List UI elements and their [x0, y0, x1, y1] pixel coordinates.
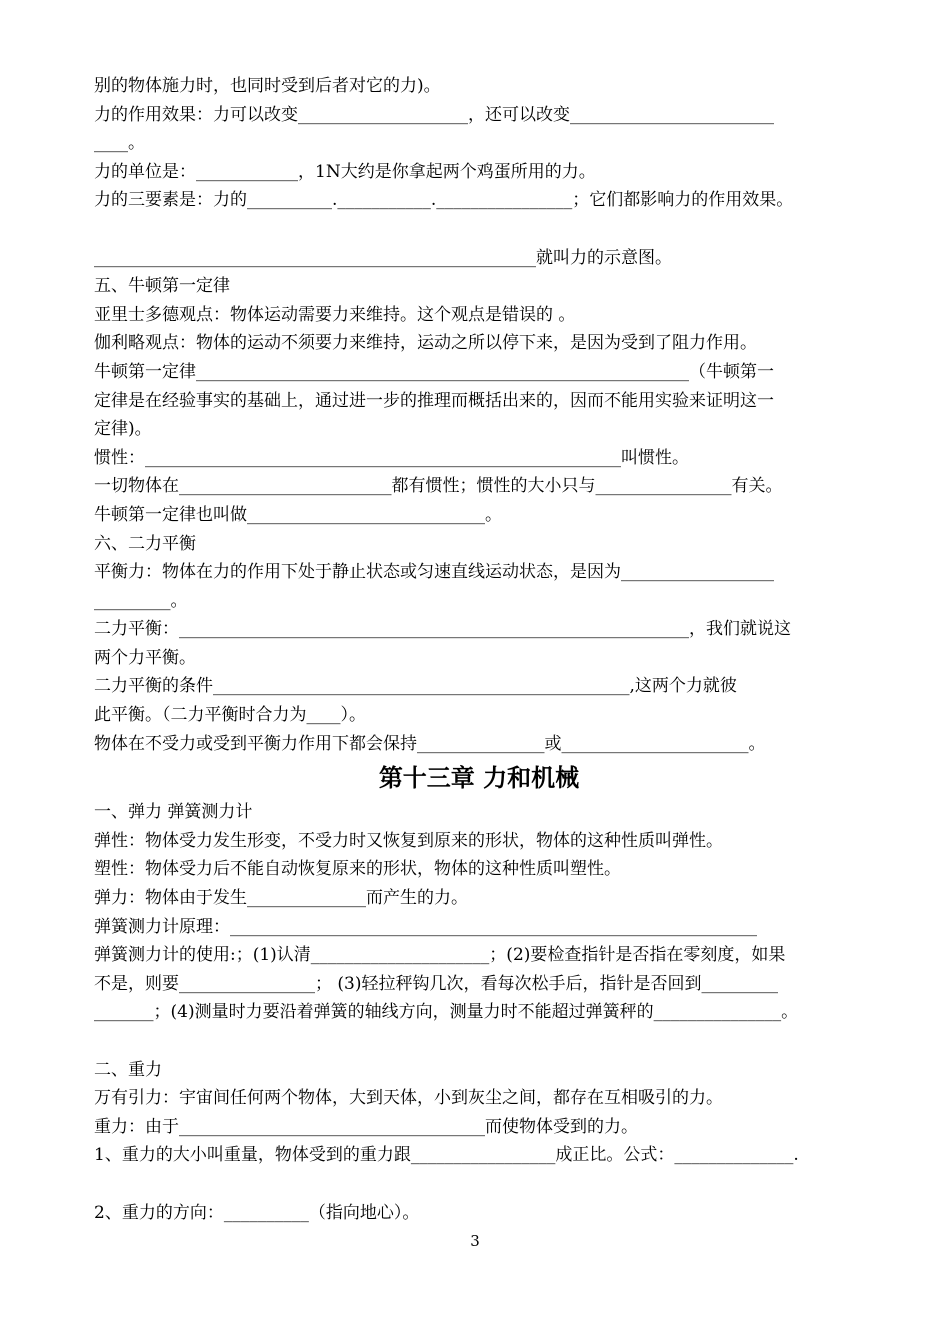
- section-elasticity-gravity: [94, 798, 864, 1227]
- text-line: 定律是在经验事实的基础上，通过进一步的推理而概括出来的，因而不能用实验来证明这一: [94, 390, 774, 411]
- section-force-basics: [94, 72, 864, 758]
- text-line: [94, 1170, 864, 1199]
- text-line: 平衡力：物体在力的作用下处于静止状态或匀速直线运动状态，是因为__________________: [94, 562, 774, 583]
- document-body: [94, 72, 864, 1227]
- text-line: ____________________________________________________就叫力的示意图。: [94, 247, 672, 268]
- text-line: 弹性：物体受力发生形变，不受力时又恢复到原来的形状，物体的这种性质叫弹性。: [94, 830, 723, 851]
- text-line: 二、重力: [94, 1059, 162, 1080]
- text-line: 亚里士多德观点：物体运动需要力来维持。这个观点是错误的 。: [94, 304, 576, 325]
- text-line: 力的作用效果：力可以改变____________________，还可以改变________________________: [94, 104, 774, 125]
- text-line: 别的物体施力时，也同时受到后者对它的力)。: [94, 76, 441, 96]
- text-line: 五、牛顿第一定律: [94, 276, 230, 297]
- chapter-title: 第十三章 力和机械: [378, 764, 580, 793]
- text-line: _______；(4)测量时力要沿着弹簧的轴线方向，测量力时不能超过弹簧秤的_______________。: [94, 1002, 799, 1023]
- text-line: ____。: [94, 133, 145, 154]
- text-line: 万有引力：宇宙间任何两个物体，大到天体，小到灰尘之间，都存在互相吸引的力。: [94, 1088, 723, 1109]
- text-line: 弹簧测力计原理：______________________________________________________________: [94, 916, 757, 937]
- text-line: [94, 1027, 864, 1056]
- text-line: 不是，则要________________； (3)轻拉秤钩几次，看每次松手后，指针是否回到_________: [94, 973, 778, 994]
- text-line: 牛顿第一定律也叫做____________________________。: [94, 504, 502, 525]
- text-line: 2、重力的方向：__________（指向地心）。: [94, 1202, 420, 1223]
- text-line: 惯性：________________________________________________________叫惯性。: [94, 447, 689, 468]
- text-line: _________。: [94, 590, 188, 611]
- text-line: 力的单位是：____________，1N大约是你拿起两个鸡蛋所用的力。: [94, 161, 596, 182]
- text-line: 六、二力平衡: [94, 533, 196, 554]
- text-line: 弹簧测力计的使用:；(1)认清_____________________；(2)要检查指针是否指在零刻度，如果: [94, 945, 786, 966]
- text-line: 力的三要素是：力的__________.___________.________________；它们都影响力的作用效果。: [94, 190, 794, 211]
- text-line: 一切物体在_________________________都有惯性；惯性的大小只与________________有关。: [94, 476, 783, 497]
- page-number: 3: [470, 1232, 480, 1250]
- text-line: 此平衡。（二力平衡时合力为____）。: [94, 705, 366, 726]
- text-line: 1、重力的大小叫重量，物体受到的重力跟_________________成正比。公式：______________.: [94, 1145, 799, 1166]
- text-line: 二力平衡的条件_________________________________________________,这两个力就彼: [94, 676, 737, 697]
- text-line: 弹力：物体由于发生______________而产生的力。: [94, 888, 468, 909]
- text-line: 二力平衡：____________________________________________________________，我们就说这: [94, 619, 791, 640]
- text-line: 牛顿第一定律__________________________________________________________（牛顿第一: [94, 361, 774, 382]
- text-line: 伽利略观点：物体的运动不须要力来维持，运动之所以停下来，是因为受到了阻力作用。: [94, 333, 757, 354]
- text-line: 两个力平衡。: [94, 647, 196, 668]
- text-line: 定律)。: [94, 419, 152, 440]
- text-line: [94, 215, 864, 244]
- text-line: 塑性：物体受力后不能自动恢复原来的形状，物体的这种性质叫塑性。: [94, 859, 621, 880]
- text-line: 重力：由于____________________________________而使物体受到的力。: [94, 1116, 638, 1137]
- text-line: 一、弹力 弹簧测力计: [94, 802, 253, 823]
- text-line: 物体在不受力或受到平衡力作用下都会保持_______________或______________________。: [94, 733, 766, 754]
